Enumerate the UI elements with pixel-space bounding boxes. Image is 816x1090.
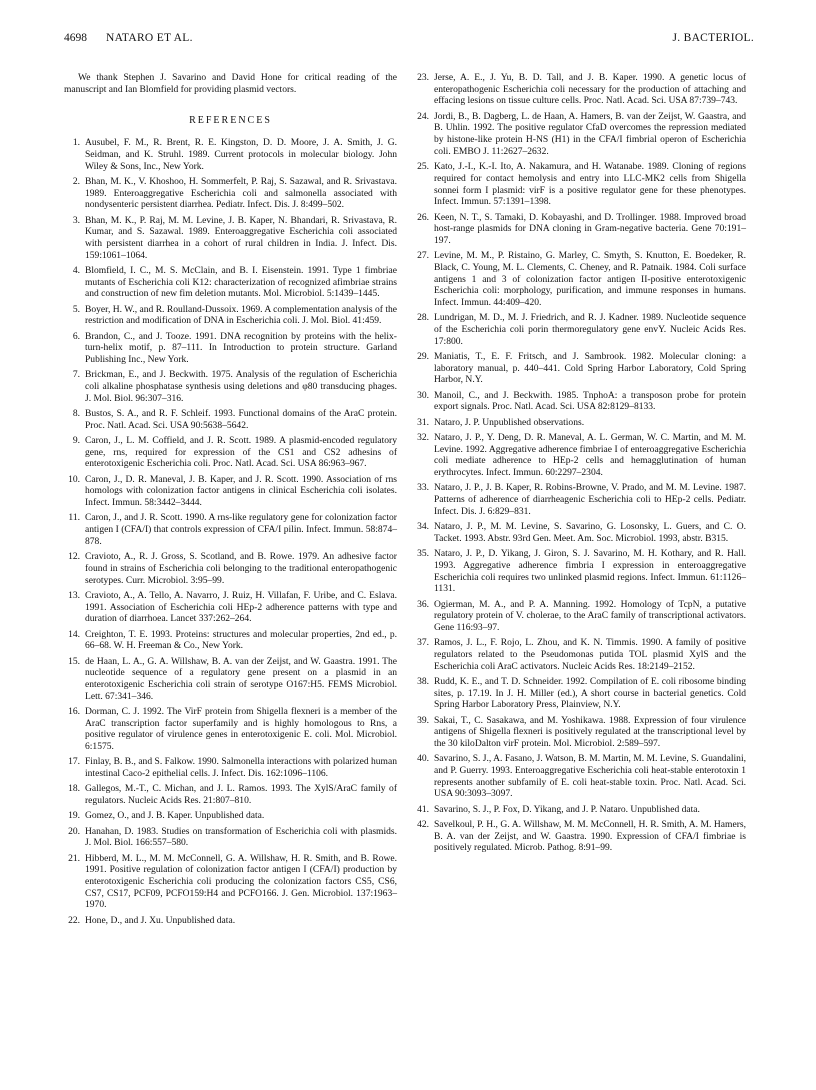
reference-entry bbox=[413, 521, 746, 544]
reference-text: Creighton, T. E. 1993. Proteins: structures and molecular properties, 2nd ed., p. 66–68. W. H. Freeman & Co., New York. bbox=[85, 628, 397, 652]
reference-entry bbox=[64, 810, 397, 822]
reference-entry bbox=[413, 390, 746, 413]
reference-entry bbox=[413, 312, 746, 347]
reference-text: Savarino, S. J., A. Fasano, J. Watson, B. M. Martin, M. M. Levine, S. Guandalini, and P. Guerry. 1993. Enteroaggregative Escherichia coli heat-stable enterotoxin 1 represents another subfamily of E. coli heat-stable toxin. Proc. Natl. Acad. Sci. USA 90:3093–3097. bbox=[434, 753, 746, 800]
reference-number: 42. bbox=[417, 819, 429, 831]
reference-entry bbox=[64, 512, 397, 547]
reference-text: Ramos, J. L., F. Rojo, L. Zhou, and K. N. Timmis. 1990. A family of positive regulators related to the Pseudomonas putida TOL plasmid XylS and the Escherichia coli AraC activators. Nucleic Acids Res. 18:2149–2152. bbox=[434, 637, 746, 672]
reference-list-right bbox=[413, 72, 746, 854]
reference-number: 31. bbox=[417, 416, 429, 428]
reference-entry bbox=[64, 915, 397, 927]
reference-entry bbox=[413, 548, 746, 595]
reference-text: Finlay, B. B., and S. Falkow. 1990. Salmonella interactions with polarized human intestinal Caco-2 epithelial cells. J. Infect. Dis. 162:1096–1106. bbox=[85, 756, 397, 780]
left-column bbox=[64, 72, 397, 930]
reference-entry bbox=[413, 637, 746, 672]
reference-number: 16. bbox=[68, 705, 80, 717]
reference-text: Manoil, C., and J. Beckwith. 1985. TnphoA: a transposon probe for protein export signals. Proc. Natl. Acad. Sci. USA 82:8129–8133. bbox=[434, 389, 746, 413]
reference-text: Nataro, J. P., D. Yikang, J. Giron, S. J. Savarino, M. H. Kothary, and R. Hall. 1993. Aggregative adherence fimbria I expression in enteroaggregative Escherichia coli requires two unlinked plasmid regions. Infect. Immun. 61:1126–1131. bbox=[434, 548, 746, 595]
reference-number: 30. bbox=[417, 389, 429, 401]
reference-entry bbox=[64, 656, 397, 703]
reference-number: 6. bbox=[72, 330, 80, 342]
reference-text: Nataro, J. P., J. B. Kaper, R. Robins-Browne, V. Prado, and M. M. Levine. 1987. Patterns of adherence of diarrheagenic Escherichia coli to HEp-2 cells. Pediatr. Infect. Dis. J. 6:829–831. bbox=[434, 482, 746, 517]
reference-entry bbox=[64, 706, 397, 753]
reference-entry bbox=[413, 482, 746, 517]
page-number: 4698 bbox=[64, 32, 87, 44]
reference-text: Brickman, E., and J. Beckwith. 1975. Analysis of the regulation of Escherichia coli alkaline phosphatase synthesis using deletions and φ80 transducing phages. J. Mol. Biol. 96:307–316. bbox=[85, 369, 397, 404]
reference-number: 12. bbox=[68, 551, 80, 563]
reference-text: Cravioto, A., R. J. Gross, S. Scotland, and B. Rowe. 1979. An adhesive factor found in strains of Escherichia coli belonging to the traditional enteropathogenic serotypes. Curr. Microbiol. 3:95–99. bbox=[85, 551, 397, 586]
reference-list-left bbox=[64, 137, 397, 926]
reference-number: 39. bbox=[417, 714, 429, 726]
reference-number: 32. bbox=[417, 432, 429, 444]
reference-entry bbox=[64, 304, 397, 327]
reference-text: Keen, N. T., S. Tamaki, D. Kobayashi, and D. Trollinger. 1988. Improved broad host-range plasmids for DNA cloning in Gram-negative bacteria. Gene 70:191–197. bbox=[434, 211, 746, 246]
reference-text: Ogierman, M. A., and P. A. Manning. 1992. Homology of TcpN, a putative regulatory protein of V. cholerae, to the AraC family of transcriptional activators. Gene 116:93–97. bbox=[434, 598, 746, 633]
reference-text: Hanahan, D. 1983. Studies on transformation of Escherichia coli with plasmids. J. Mol. Biol. 166:557–580. bbox=[85, 825, 397, 849]
reference-number: 4. bbox=[72, 264, 80, 276]
reference-entry bbox=[413, 250, 746, 309]
reference-text: Savelkoul, P. H., G. A. Willshaw, M. M. McConnell, H. R. Smith, A. M. Hamers, B. A. van der Zeijst, and W. Gaastra. 1990. Expression of CFA/I fimbriae is positively regulated. Microb. Pathog. 8:91–99. bbox=[434, 819, 746, 854]
reference-entry bbox=[413, 715, 746, 750]
reference-number: 28. bbox=[417, 312, 429, 324]
reference-entry bbox=[64, 783, 397, 806]
reference-number: 18. bbox=[68, 783, 80, 795]
reference-entry bbox=[64, 408, 397, 431]
reference-text: Dorman, C. J. 1992. The VirF protein from Shigella flexneri is a member of the AraC transcription factor superfamily and is highly homologous to Rns, a positive regulator of virulence genes in enterotoxigenic E. coli. Mol. Microbiol. 6:1575. bbox=[85, 705, 397, 753]
reference-text: de Haan, L. A., G. A. Willshaw, B. A. van der Zeijst, and W. Gaastra. 1991. The nucleotide sequence of a regulatory gene present on a plasmid in an enterotoxigenic Escherichia coli strain of serotype O167:H5. FEMS Microbiol. Lett. 67:341–346. bbox=[85, 655, 397, 702]
reference-number: 22. bbox=[68, 914, 80, 926]
reference-text: Kato, J.-I., K.-I. Ito, A. Nakamura, and H. Watanabe. 1989. Cloning of regions required for contact hemolysis and entry into LLC-MK2 cells from Shigella sonnei form I plasmid: virF is a positive regulator gene for these phenotypes. Infect. Immun. 57:1391–1398. bbox=[434, 161, 746, 208]
reference-text: Sakai, T., C. Sasakawa, and M. Yoshikawa. 1988. Expression of four virulence antigens of Shigella flexneri is positively regulated at the transcriptional level by the 30 kiloDalton virF protein. Mol. Microbiol. 2:589–597. bbox=[434, 714, 746, 750]
reference-number: 1. bbox=[72, 137, 80, 149]
reference-entry bbox=[64, 215, 397, 262]
running-header bbox=[64, 32, 754, 48]
reference-number: 25. bbox=[417, 161, 429, 173]
reference-entry bbox=[64, 826, 397, 849]
reference-entry bbox=[413, 432, 746, 479]
reference-number: 15. bbox=[68, 655, 80, 667]
reference-entry bbox=[64, 853, 397, 912]
reference-entry bbox=[64, 435, 397, 470]
reference-text: Maniatis, T., E. F. Fritsch, and J. Sambrook. 1982. Molecular cloning: a laboratory manual, p. 440–441. Cold Spring Harbor Laboratory, Cold Spring Harbor, N.Y. bbox=[434, 351, 746, 386]
reference-entry bbox=[413, 804, 746, 816]
reference-entry bbox=[413, 819, 746, 854]
reference-entry bbox=[413, 161, 746, 208]
reference-text: Nataro, J. P., Y. Deng, D. R. Maneval, A. L. German, W. C. Martin, and M. M. Levine. 1992. Aggregative adherence fimbriae I of enteroaggregative Escherichia coli mediate adherence to HEp-2 cells and hemagglutination of human erythrocytes. Infect. Immun. 60:2297–2304. bbox=[434, 432, 746, 479]
reference-entry bbox=[64, 756, 397, 779]
reference-text: Bustos, S. A., and R. F. Schleif. 1993. Functional domains of the AraC protein. Proc. Natl. Acad. Sci. USA 90:5638–5642. bbox=[85, 408, 397, 431]
reference-number: 19. bbox=[68, 810, 80, 822]
reference-text: Cravioto, A., A. Tello, A. Navarro, J. Ruiz, H. Villafan, F. Uribe, and C. Eslava. 1991. Association of Escherichia coli HEp-2 adherence patterns with type and duration of diarrhoea. Lancet 337:262–264. bbox=[85, 589, 397, 625]
reference-entry bbox=[413, 111, 746, 158]
reference-entry bbox=[413, 212, 746, 247]
reference-number: 5. bbox=[72, 303, 80, 315]
reference-number: 27. bbox=[417, 250, 429, 262]
reference-text: Caron, J., D. R. Maneval, J. B. Kaper, and J. R. Scott. 1990. Association of rns homologs with colonization factor antigens in clinical Escherichia coli isolates. Infect. Immun. 58:3442–3444. bbox=[85, 473, 397, 509]
reference-number: 11. bbox=[68, 512, 80, 524]
reference-number: 38. bbox=[417, 675, 429, 687]
reference-text: Lundrigan, M. D., M. J. Friedrich, and R. J. Kadner. 1989. Nucleotide sequence of the Escherichia coli porin thermoregulatory gene envY. Nucleic Acids Res. 17:800. bbox=[434, 312, 746, 347]
right-column bbox=[413, 72, 746, 858]
reference-number: 26. bbox=[417, 211, 429, 223]
reference-entry bbox=[64, 629, 397, 652]
reference-number: 10. bbox=[68, 473, 80, 485]
reference-text: Bhan, M. K., P. Raj, M. M. Levine, J. B. Kaper, N. Bhandari, R. Srivastava, R. Kumar, and S. Sazawal. 1989. Enteroaggregative Escherichia coli associated with persistent diarrhea in a cohort of rural children in India. J. Infect. Dis. 159:1061–1064. bbox=[85, 214, 397, 261]
reference-number: 20. bbox=[68, 825, 80, 837]
reference-text: Rudd, K. E., and T. D. Schneider. 1992. Compilation of E. coli ribosome binding sites, p. 17.19. In J. H. Miller (ed.), A short course in bacterial genetics. Cold Spring Harbor Laboratory Press, Plainview, N.Y. bbox=[434, 675, 746, 711]
reference-text: Brandon, C., and J. Tooze. 1991. DNA recognition by proteins with the helix-turn-helix motif, p. 87–111. In Introduction to protein structure. Garland Publishing Inc., New York. bbox=[85, 330, 397, 366]
reference-entry bbox=[413, 72, 746, 107]
reference-number: 37. bbox=[417, 637, 429, 649]
reference-number: 7. bbox=[72, 369, 80, 381]
journal-name: J. BACTERIOL. bbox=[672, 32, 754, 44]
reference-number: 36. bbox=[417, 598, 429, 610]
reference-text: Caron, J., and J. R. Scott. 1990. A rns-like regulatory gene for colonization factor antigen I (CFA/I) that controls expression of CFA/I pilin. Infect. Immun. 58:874–878. bbox=[85, 512, 397, 547]
reference-text: Nataro, J. P. Unpublished observations. bbox=[434, 416, 585, 428]
reference-entry bbox=[64, 265, 397, 300]
reference-number: 23. bbox=[417, 72, 429, 83]
reference-number: 35. bbox=[417, 548, 429, 560]
reference-entry bbox=[413, 676, 746, 711]
reference-number: 2. bbox=[72, 175, 80, 187]
reference-number: 17. bbox=[68, 756, 80, 768]
reference-entry bbox=[64, 551, 397, 586]
reference-entry bbox=[64, 331, 397, 366]
reference-number: 8. bbox=[72, 408, 80, 420]
reference-number: 40. bbox=[417, 753, 429, 765]
reference-text: Gomez, O., and J. B. Kaper. Unpublished data. bbox=[85, 810, 265, 822]
reference-text: Caron, J., L. M. Coffield, and J. R. Scott. 1989. A plasmid-encoded regulatory gene, rns, required for expression of the CS1 and CS2 adhesins of enterotoxigenic Escherichia coli. Proc. Natl. Acad. Sci. USA 86:963–967. bbox=[85, 435, 397, 470]
running-authors: NATARO ET AL. bbox=[106, 32, 193, 44]
reference-text: Jerse, A. E., J. Yu, B. D. Tall, and J. B. Kaper. 1990. A genetic locus of enteropathogenic Escherichia coli necessary for the production of attaching and effacing lesions on tissue culture cells. Proc. Natl. Acad. Sci. USA 87:739–743. bbox=[434, 72, 746, 107]
reference-text: Jordi, B., B. Dagberg, L. de Haan, A. Hamers, B. van der Zeijst, W. Gaastra, and B. Uhlin. 1992. The positive regulator CfaD overcomes the repression mediated by histone-like protein H-NS (H1) in the CFA/I fimbrial operon of Escherichia coli. EMBO J. 11:2627–2632. bbox=[434, 110, 746, 157]
reference-text: Hibberd, M. L., M. M. McConnell, G. A. Willshaw, H. R. Smith, and B. Rowe. 1991. Positive regulation of colonization factor antigen I (CFA/I) production by enterotoxigenic Escherichia coli producing the colonization factors CS5, CS6, CS7, CS17, PCF09, PCFO159:H4 and PCFO166. J. Gen. Microbiol. 137:1963–1970. bbox=[85, 852, 397, 911]
reference-text: Gallegos, M.-T., C. Michan, and J. L. Ramos. 1993. The XylS/AraC family of regulators. Nucleic Acids Res. 21:807–810. bbox=[85, 783, 397, 807]
reference-number: 3. bbox=[72, 214, 80, 226]
reference-number: 9. bbox=[72, 435, 80, 447]
reference-entry bbox=[64, 474, 397, 509]
reference-text: Ausubel, F. M., R. Brent, R. E. Kingston, D. D. Moore, J. A. Smith, J. G. Seidman, and K. Struhl. 1989. Current protocols in molecular biology. John Wiley & Sons, Inc., New York. bbox=[85, 137, 397, 172]
reference-number: 14. bbox=[68, 628, 80, 640]
reference-number: 13. bbox=[68, 589, 80, 601]
reference-text: Hone, D., and J. Xu. Unpublished data. bbox=[85, 914, 236, 926]
reference-number: 24. bbox=[417, 110, 429, 122]
reference-text: Levine, M. M., P. Ristaino, G. Marley, C. Smyth, S. Knutton, E. Boedeker, R. Black, C. Young, M. L. Clements, C. Cheney, and R. Patnaik. 1984. Coli surface antigens 1 and 3 of colonization factor antigen II-positive enterotoxigenic Escherichia coli: morphology, purification, and immune responses in humans. Infect. Immun. 44:409–420. bbox=[434, 250, 746, 309]
reference-entry bbox=[64, 137, 397, 172]
reference-number: 21. bbox=[68, 852, 80, 864]
reference-entry bbox=[413, 753, 746, 800]
reference-text: Nataro, J. P., M. M. Levine, S. Savarino, G. Losonsky, L. Guers, and C. O. Tacket. 1993. Abstr. 93rd Gen. Meet. Am. Soc. Microbiol. 1993, abstr. B315. bbox=[434, 521, 746, 544]
acknowledgments: We thank Stephen J. Savarino and David Hone for critical reading of the manuscript and Ian Blomfield for providing plasmid vectors. bbox=[64, 72, 397, 95]
reference-text: Bhan, M. K., V. Khoshoo, H. Sommerfelt, P. Raj, S. Sazawal, and R. Srivastava. 1989. Enteroaggregative Escherichia coli and salmonella associated with nondysenteric persistent diarrhea. Pediatr. Infect. Dis. J. 8:499–502. bbox=[85, 175, 397, 211]
reference-number: 33. bbox=[417, 482, 429, 494]
reference-entry bbox=[413, 417, 746, 429]
reference-number: 29. bbox=[417, 351, 429, 363]
reference-text: Savarino, S. J., P. Fox, D. Yikang, and J. P. Nataro. Unpublished data. bbox=[434, 803, 700, 815]
reference-text: Boyer, H. W., and R. Roulland-Dussoix. 1969. A complementation analysis of the restriction and modification of DNA in Escherichia coli. J. Mol. Biol. 41:459. bbox=[85, 303, 397, 327]
reference-entry bbox=[64, 590, 397, 625]
reference-number: 41. bbox=[417, 803, 429, 815]
reference-entry bbox=[413, 351, 746, 386]
reference-entry bbox=[64, 176, 397, 211]
reference-entry bbox=[64, 369, 397, 404]
references-heading: REFERENCES bbox=[189, 115, 272, 127]
reference-entry bbox=[413, 599, 746, 634]
reference-number: 34. bbox=[417, 521, 429, 533]
reference-text: Blomfield, I. C., M. S. McClain, and B. I. Eisenstein. 1991. Type 1 fimbriae mutants of Escherichia coli K12: characterization of recognized afimbriae strains and construction of new fim deletion mutants. Mol. Microbiol. 5:1439–1445. bbox=[85, 264, 397, 300]
